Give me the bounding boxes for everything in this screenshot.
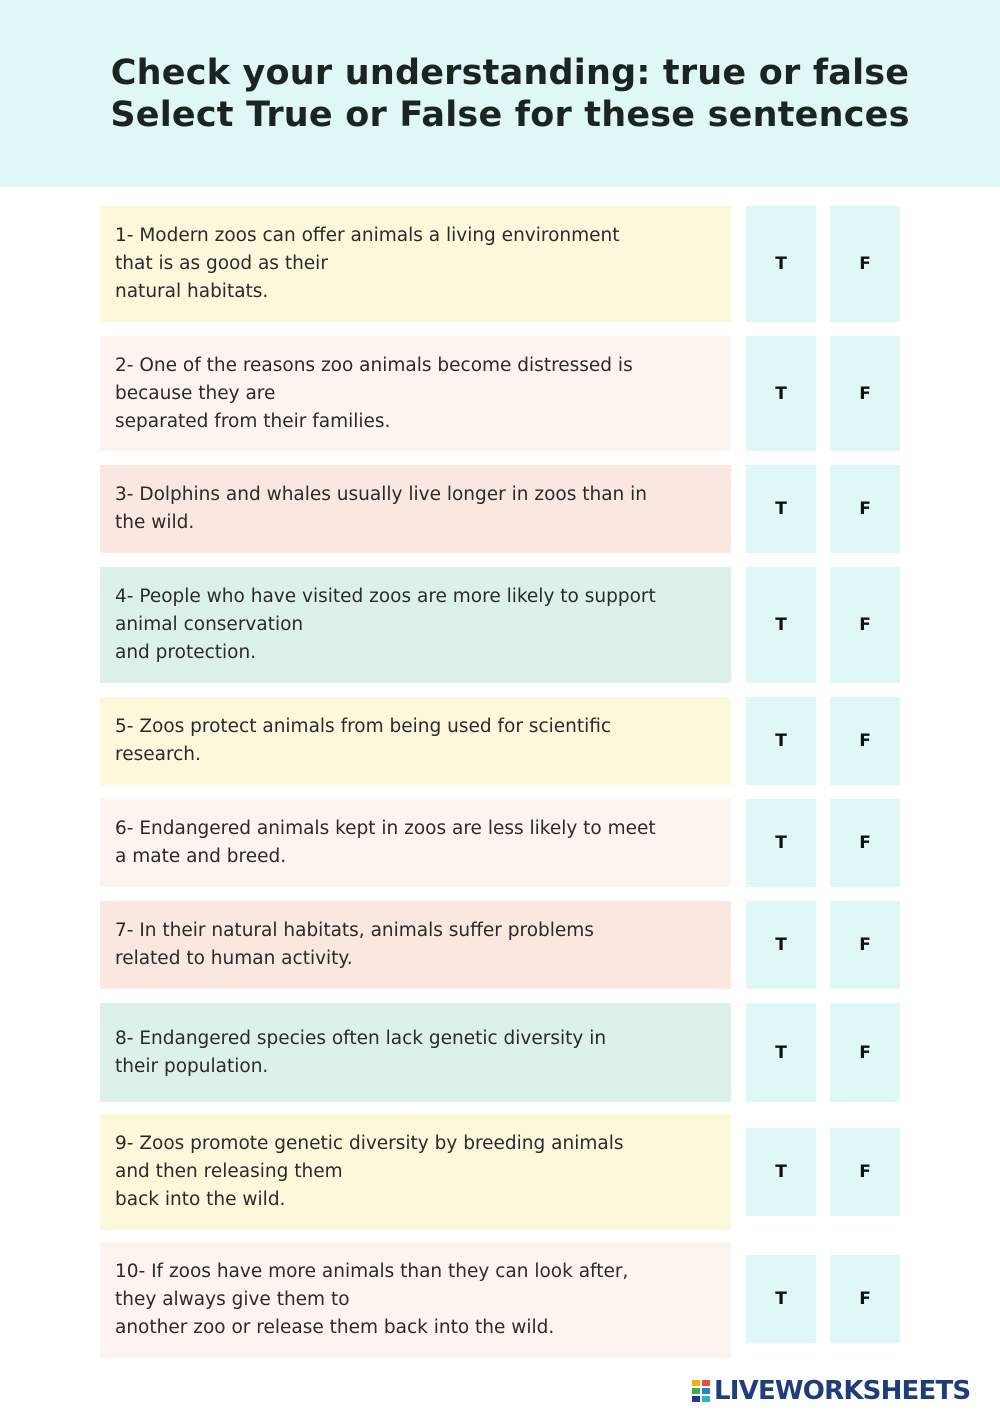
true-option-8[interactable]: T (746, 1003, 816, 1102)
false-option-7[interactable]: F (830, 901, 900, 989)
statement-6 (100, 799, 731, 887)
statement-text: 7- In their natural habitats, animals suffer problems related to human activity. (115, 920, 594, 969)
statement-7 (100, 901, 731, 989)
statement-text: 8- Endangered species often lack genetic diversity in their population. (115, 1027, 607, 1077)
false-option-5[interactable]: F (830, 697, 900, 785)
statement-8 (100, 1003, 731, 1102)
statement-text: 6- Endangered animals kept in zoos are less likely to meet a mate and breed. (115, 818, 656, 867)
true-option-9[interactable]: T (746, 1128, 816, 1216)
statement-3 (100, 465, 731, 553)
statement-1 (100, 206, 731, 322)
title-line-1: Check your understanding: true or false (110, 53, 910, 93)
statement-text: 4- People who have visited zoos are more likely to support animal conservation and protection. (115, 586, 656, 663)
statement-5 (100, 697, 731, 785)
false-option-4[interactable]: F (830, 567, 900, 683)
title-line-2: Select True or False for these sentences (110, 95, 910, 135)
statement-10 (100, 1242, 731, 1358)
page-title (0, 52, 1000, 136)
true-option-10[interactable]: T (746, 1255, 816, 1343)
statement-4 (100, 567, 731, 683)
statement-text: 9- Zoos promote genetic diversity by breeding animals and then releasing them back into the wild. (115, 1133, 624, 1210)
statement-text: 3- Dolphins and whales usually live longer in zoos than in the wild. (115, 484, 648, 533)
brand-name: LIVEWORKSHEETS (714, 1376, 971, 1406)
liveworksheets-logo-icon (692, 1378, 712, 1404)
statement-2 (100, 336, 731, 451)
true-option-6[interactable]: T (746, 799, 816, 887)
statement-9 (100, 1114, 731, 1230)
statement-text: 1- Modern zoos can offer animals a living environment that is as good as their natural habitats. (115, 225, 620, 302)
statement-text: 2- One of the reasons zoo animals become distressed is because they are separated from their families. (115, 354, 633, 432)
false-option-8[interactable]: F (830, 1003, 900, 1102)
false-option-9[interactable]: F (830, 1128, 900, 1216)
true-option-3[interactable]: T (746, 465, 816, 553)
false-option-3[interactable]: F (830, 465, 900, 553)
liveworksheets-brand (692, 1374, 970, 1408)
false-option-1[interactable]: F (830, 206, 900, 322)
statement-text: 10- If zoos have more animals than they can look after, they always give them to another zoo or release them back into the wild. (115, 1261, 629, 1338)
true-option-5[interactable]: T (746, 697, 816, 785)
true-option-4[interactable]: T (746, 567, 816, 683)
true-option-1[interactable]: T (746, 206, 816, 322)
true-option-2[interactable]: T (746, 336, 816, 451)
false-option-2[interactable]: F (830, 336, 900, 451)
false-option-10[interactable]: F (830, 1255, 900, 1343)
false-option-6[interactable]: F (830, 799, 900, 887)
true-option-7[interactable]: T (746, 901, 816, 989)
statement-text: 5- Zoos protect animals from being used for scientific research. (115, 716, 612, 765)
